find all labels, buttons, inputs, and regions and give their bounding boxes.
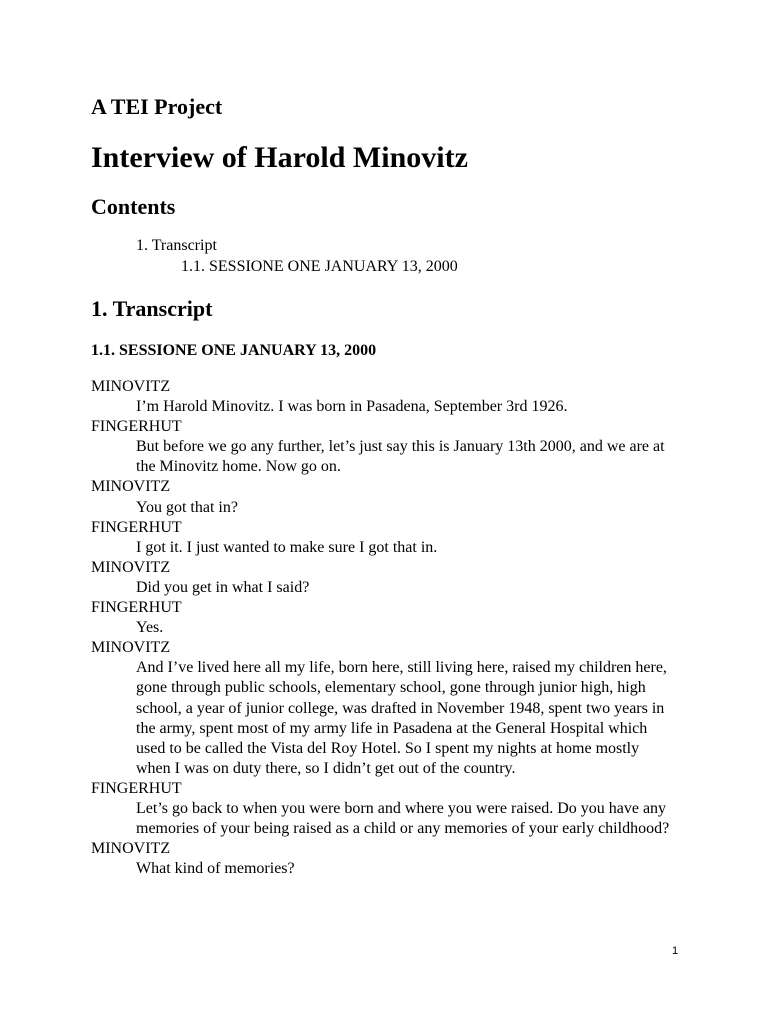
section-heading-transcript: 1. Transcript [91,296,213,321]
utterance-text: Yes. [136,619,164,637]
table-of-contents [136,236,458,277]
contents-heading: Contents [91,194,176,219]
speaker-label: MINOVITZ [91,639,171,657]
project-label: A TEI Project [91,94,223,119]
speaker-label: FINGERHUT [91,418,182,436]
speaker-label: FINGERHUT [91,518,182,536]
utterance-text: I got it. I just wanted to make sure I got that in. [136,538,438,556]
page-title: Interview of Harold Minovitz [91,141,468,174]
utterance-text: Let’s go back to when you were born and where you were raised. Do you have any memories of your being raised as a child or any memories of your early childhood? [136,799,670,838]
speaker-label: MINOVITZ [91,478,171,496]
speaker-label: FINGERHUT [91,599,182,617]
speaker-label: FINGERHUT [91,779,182,797]
speaker-label: MINOVITZ [91,558,171,576]
subsection-heading-session-one: 1.1. SESSIONE ONE JANUARY 13, 2000 [91,342,377,359]
toc-item-transcript[interactable]: 1. Transcript [136,237,217,254]
utterance-text: Did you get in what I said? [136,578,310,596]
speaker-label: MINOVITZ [91,840,171,858]
utterance-text: You got that in? [136,498,238,516]
utterance-text: And I’ve lived here all my life, born here, still living here, raised my children here, gone through public schools, elementary school, gone through junior high, high school, a year of junior college, was drafted in November 1948, spent two years in the army, spent most of my army life in Pasadena at the General Hospital which used to be called the Vista del Roy Hotel. So I spent my nights at home mostly when I was on duty there, so I didn’t get out of the country. [136,659,667,777]
speaker-label: MINOVITZ [91,378,171,395]
utterance-text: What kind of memories? [136,860,295,878]
utterance-text: But before we go any further, let’s just say this is January 13th 2000, and we are at the Minovitz home. Now go on. [136,438,665,476]
transcript-body [91,377,671,879]
toc-item-session-one[interactable]: 1.1. SESSIONE ONE JANUARY 13, 2000 [181,257,458,275]
utterance-text: I’m Harold Minovitz. I was born in Pasadena, September 3rd 1926. [136,398,568,416]
page-number: 1 [672,945,679,957]
